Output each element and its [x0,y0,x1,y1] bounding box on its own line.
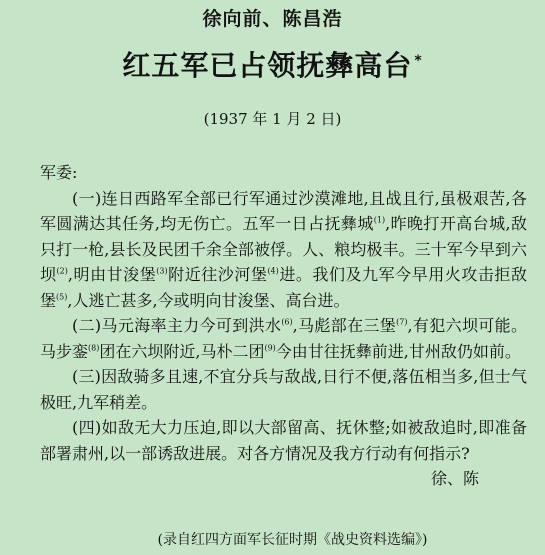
authors: 徐向前、陈昌浩 [202,8,343,30]
footnote-mark: (4) [267,266,279,276]
title-footnote-mark: * [414,52,423,69]
paragraph-text: 团在六坝附近,马朴二团 [99,341,265,361]
paragraph-text: 今由甘往抚彝前进,甘州敌仍如前。 [275,341,521,361]
salutation: 军委: [40,163,78,182]
footnote-mark: (5) [56,292,68,302]
letter-body [40,160,527,492]
paragraph-text: ,明由甘浚堡 [67,265,157,284]
paragraph-text: (一)连日西路军全部已行军通过沙漠滩地,且战且行,虽极艰苦,各军圆满达其任务,均无伤亡。五军一日占抚彝城 [40,188,527,233]
paragraph-text: (二)马元海率主力今可到洪水 [72,316,282,335]
paragraph-text: ,有犯六坝可能。马步銮 [40,316,527,361]
footnote-mark: (3) [156,266,168,276]
footnote-mark: (7) [396,317,408,327]
footnote-mark: (9) [264,343,276,353]
paragraph-text: ,马彪部在三堡 [292,316,397,335]
signature: 徐、陈 [430,469,479,488]
paragraph [40,186,527,314]
footnote-mark: (2) [56,266,68,276]
paragraph-text: 进。我们及九军今早用火攻击拒敌堡 [40,265,527,310]
paragraph-text: ,人逃亡甚多,今或明向甘浚堡、高台进。 [67,290,350,310]
paragraph [40,313,527,364]
paragraphs [40,186,527,467]
footnote-mark: (1) [373,215,386,225]
footnote-mark: (6) [281,317,293,327]
paragraph-text: ,昨晚打开高台城,敌只打一枪,县长及民团千余全部被俘。人、粮均极丰。三十军今早到六坝 [40,214,527,284]
footnote-mark: (8) [88,343,100,353]
source-note: (录自红四方面军长征时期《战史资料选编》) [157,532,428,548]
document-title [0,44,545,84]
paragraph [40,364,527,415]
paragraph-text: (四)如敌无大力压迫,即以大部留高、抚休整;如被敌追时,即准备部署肃州,以一部诱敌进展。对各方情况及我方行动有何指示? [40,418,527,463]
document-date: (1937 年 1 月 2 日) [203,110,342,128]
paragraph-text: (三)因敌骑多且速,不宜分兵与敌战,日行不便,落伍相当多,但士气极旺,九军稍差。 [40,367,527,412]
title-text: 红五军已占领抚彝高台 [122,49,413,82]
paragraph-text: 附近往沙河堡 [167,265,268,284]
paragraph [40,415,527,466]
